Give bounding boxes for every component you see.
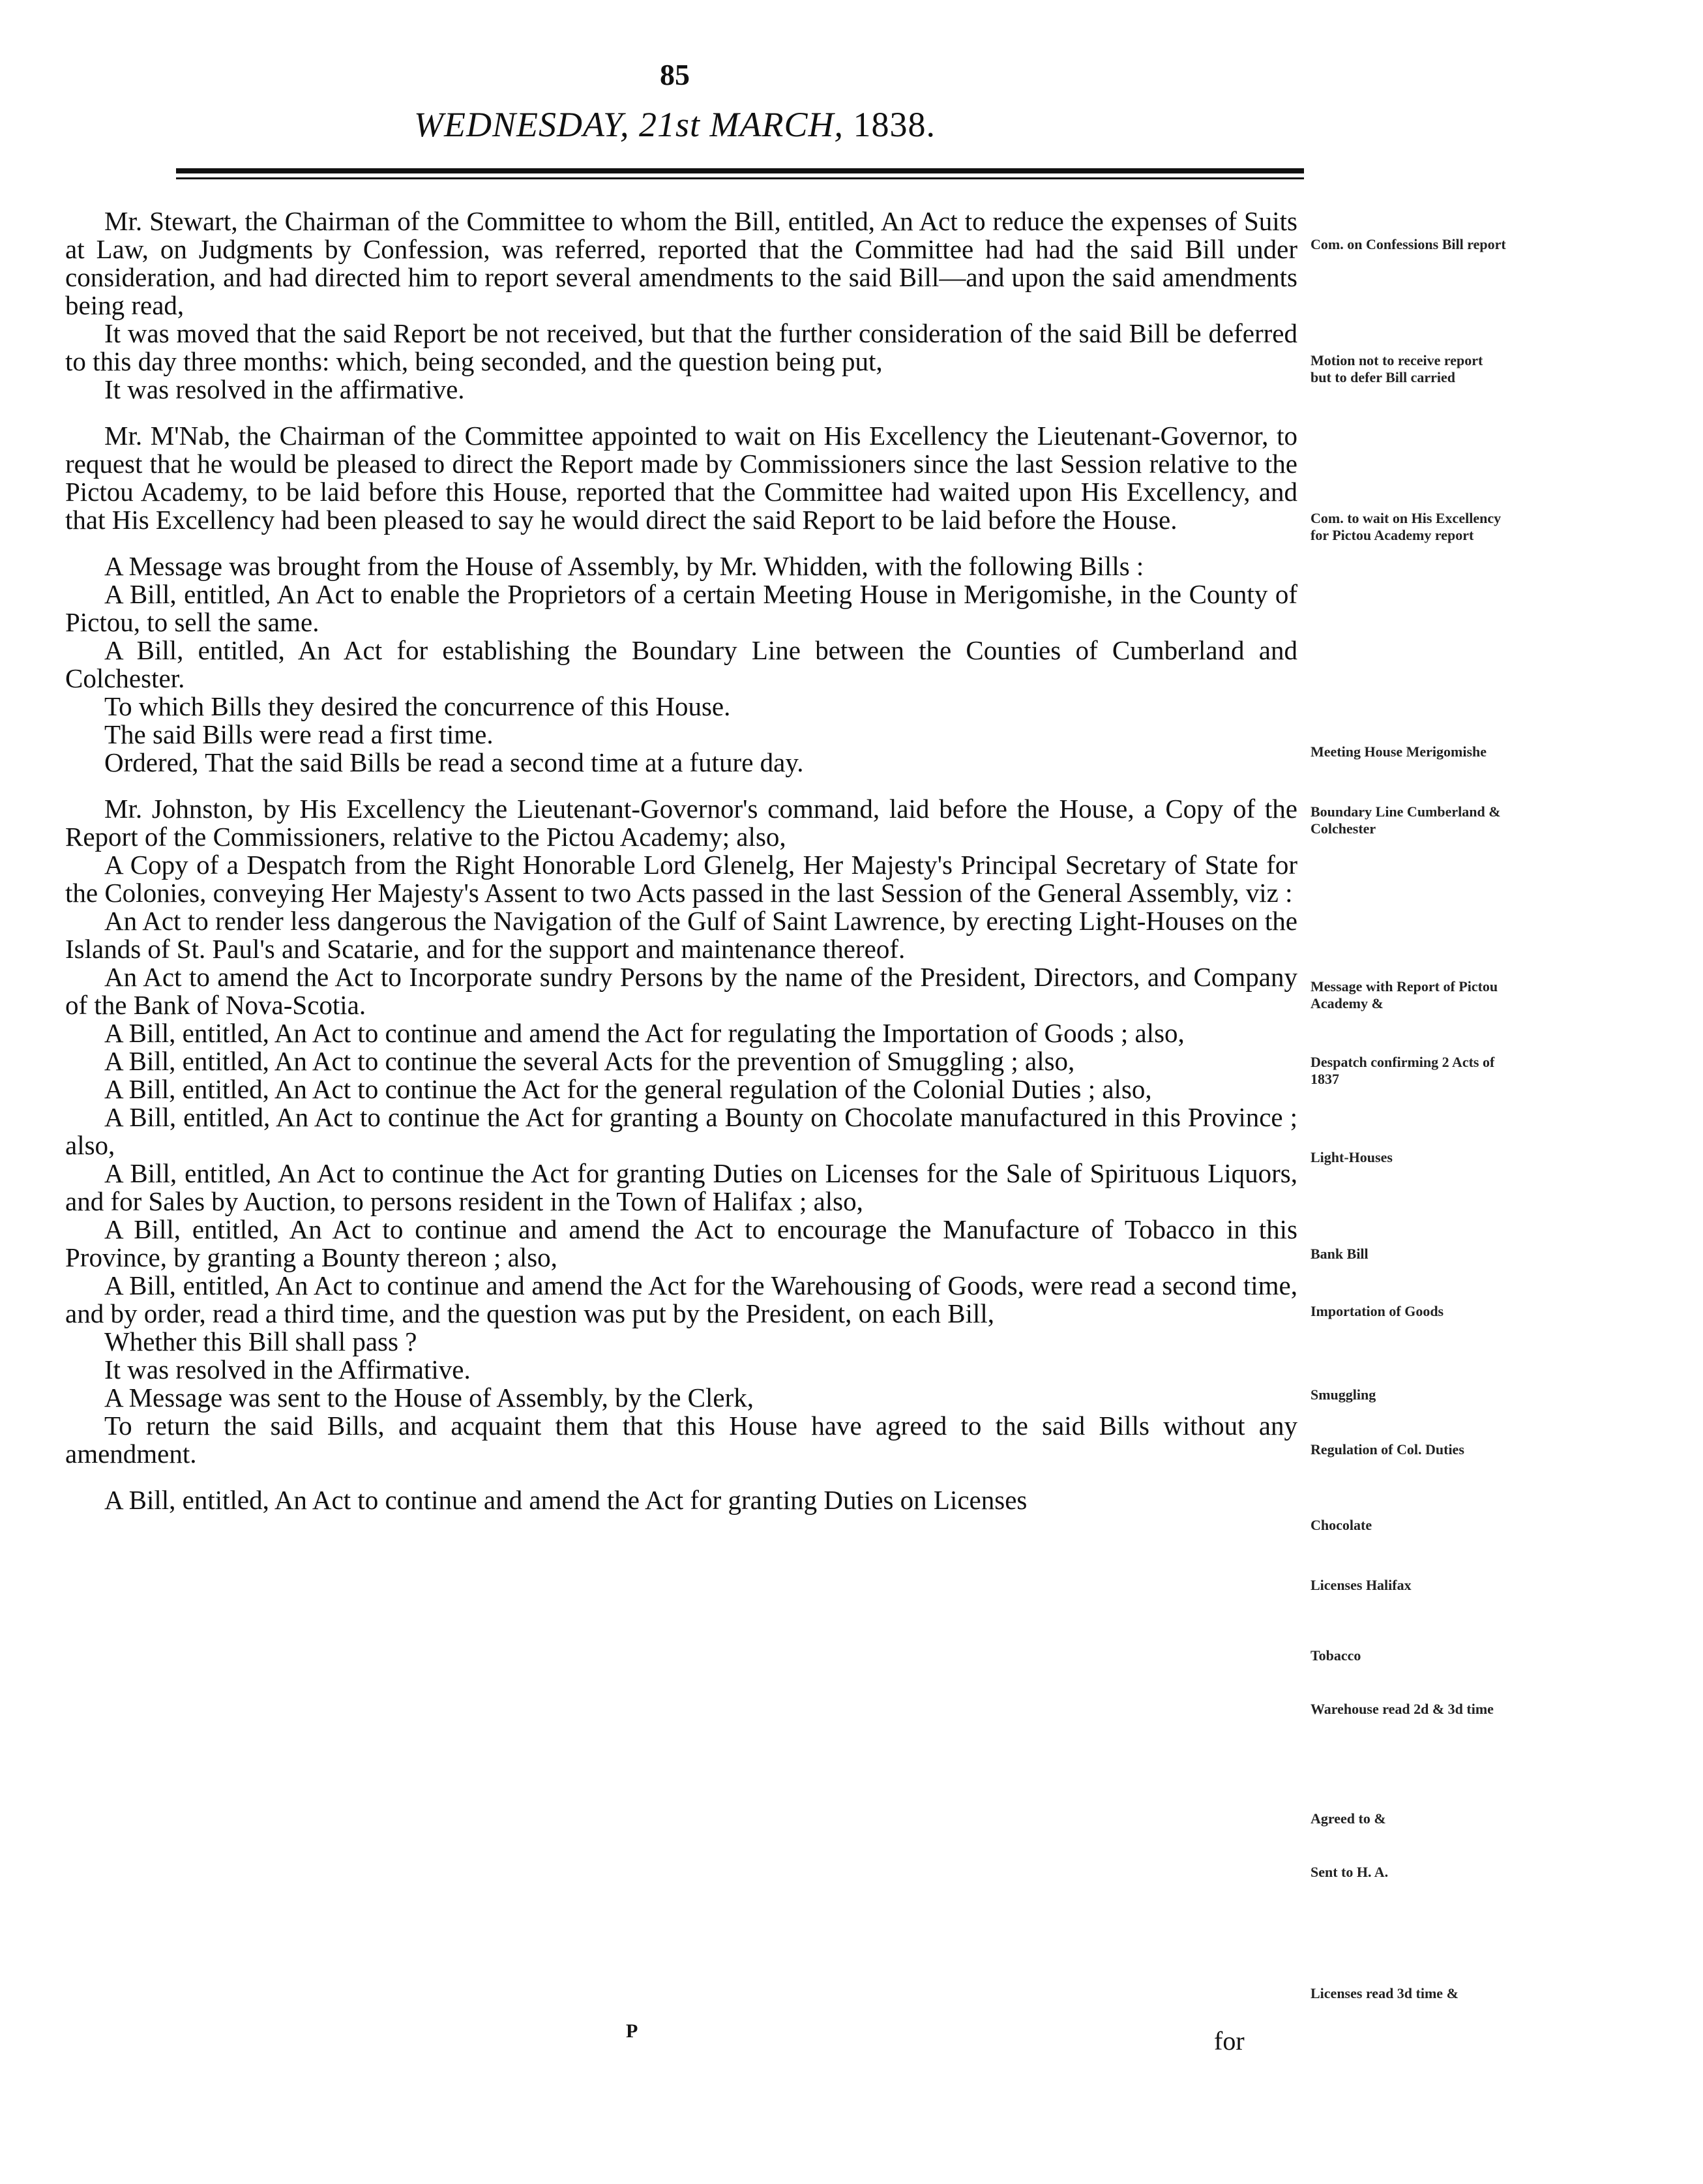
margin-note: Warehouse read 2d & 3d time xyxy=(1311,1701,1494,1717)
paragraph-mnab-report: Mr. M'Nab, the Chairman of the Committee appointed to wait on His Excellency the Lieutenant-Governor, to request that he would be pleased to direct the Report made by Commissioners since the last Session relative to the Pictou Academy, to be laid before this House, reported that the Committee had waited upon His Excellency, and that His Excellency had been pleased to say he would direct the said Report to be laid before the House. xyxy=(65,421,1297,535)
paragraph-question: Whether this Bill shall pass ? xyxy=(104,1326,417,1356)
margin-note: Chocolate xyxy=(1311,1517,1372,1533)
paragraph-message-assembly: A Message was brought from the House of Assembly, by Mr. Whidden, with the following Bills : xyxy=(104,551,1144,581)
margin-note: Motion not to receive report but to defer Bill carried xyxy=(1311,352,1483,385)
margin-note: Sent to H. A. xyxy=(1311,1864,1389,1880)
paragraph-bill-chocolate: A Bill, entitled, An Act to continue the Act for granting a Bounty on Chocolate manufactured in this Province ; also, xyxy=(65,1102,1297,1160)
paragraph-first-reading: The said Bills were read a first time. xyxy=(104,719,494,749)
page-number: 85 xyxy=(660,58,690,91)
paragraph-bill-tobacco: A Bill, entitled, An Act to continue and amend the Act to encourage the Manufacture of Tobacco in this Province, by granting a Bounty thereon ; also, xyxy=(65,1214,1297,1272)
paragraph-bill-boundary: A Bill, entitled, An Act for establishing the Boundary Line between the Counties of Cumberland and Colchester. xyxy=(65,635,1297,693)
margin-note: Meeting House Merigomishe xyxy=(1311,743,1487,760)
page-title xyxy=(0,104,1350,145)
paragraph-resolution: It was resolved in the affirmative. xyxy=(104,374,465,404)
margin-note: Licenses read 3d time & xyxy=(1311,1985,1459,2001)
paragraph-bill-smuggling: A Bill, entitled, An Act to continue the several Acts for the prevention of Smuggling ; also, xyxy=(104,1046,1075,1076)
paragraph-johnston: Mr. Johnston, by His Excellency the Lieutenant-Governor's command, laid before the House, a Copy of the Report of the Commissioners, relative to the Pictou Academy; also, xyxy=(65,794,1297,852)
margin-note: Boundary Line Cumberland & Colchester xyxy=(1311,803,1501,837)
paragraph-act-bank: An Act to amend the Act to Incorporate sundry Persons by the name of the President, Directors, and Company of the Bank of Nova-Scotia. xyxy=(65,962,1297,1020)
margin-note: Bank Bill xyxy=(1311,1246,1369,1262)
paragraph-act-lighthouses: An Act to render less dangerous the Navigation of the Gulf of Saint Lawrence, by erecting Light-Houses on the Islands of St. Paul's and Scatarie, and for the support and maintenance thereof. xyxy=(65,906,1297,964)
margin-note: Com. to wait on His Excellency for Pictou Academy report xyxy=(1311,510,1502,543)
paragraph-message-sent: A Message was sent to the House of Assembly, by the Clerk, xyxy=(104,1383,754,1413)
margin-note: Despatch confirming 2 Acts of 1837 xyxy=(1311,1054,1495,1087)
paragraph-bill-meeting-house: A Bill, entitled, An Act to enable the Proprietors of a certain Meeting House in Merigomishe, in the County of Pictou, to sell the same. xyxy=(65,579,1297,637)
catchword: for xyxy=(1214,2026,1245,2056)
title-year: 1838. xyxy=(853,105,936,144)
header-rule-thin xyxy=(176,177,1304,179)
margin-note: Importation of Goods xyxy=(1311,1303,1444,1319)
title-date: WEDNESDAY, 21st MARCH, xyxy=(413,105,844,144)
margin-note: Agreed to & xyxy=(1311,1810,1386,1827)
margin-note: Light-Houses xyxy=(1311,1149,1393,1165)
margin-note: Message with Report of Pictou Academy & xyxy=(1311,978,1498,1011)
paragraph-bill-licenses: A Bill, entitled, An Act to continue the Act for granting Duties on Licenses for the Sale of Spirituous Liquors, and for Sales by Auction, to persons resident in the Town of Halifax ; also, xyxy=(65,1158,1297,1216)
signature-mark: P xyxy=(626,2020,638,2042)
paragraph-concurrence: To which Bills they desired the concurrence of this House. xyxy=(104,691,731,721)
paragraph-bill-importation: A Bill, entitled, An Act to continue and amend the Act for regulating the Importation of Goods ; also, xyxy=(104,1018,1185,1048)
margin-note: Smuggling xyxy=(1311,1386,1376,1403)
paragraph-return-bills: To return the said Bills, and acquaint them that this House have agreed to the said Bills without any amendment. xyxy=(65,1411,1297,1469)
margin-note: Com. on Confessions Bill report xyxy=(1311,236,1506,252)
paragraph-committee-report: Mr. Stewart, the Chairman of the Committee to whom the Bill, entitled, An Act to reduce the expenses of Suits at Law, on Judgments by Confession, was referred, reported that the Committee had had the said Bill under consideration, and had directed him to report several amendments to the said Bill—and upon the said amendments being read, xyxy=(65,206,1297,320)
paragraph-bill-duties: A Bill, entitled, An Act to continue the Act for the general regulation of the Colonial Duties ; also, xyxy=(104,1074,1152,1104)
paragraph-affirmative: It was resolved in the Affirmative. xyxy=(104,1354,471,1384)
paragraph-despatch: A Copy of a Despatch from the Right Honorable Lord Glenelg, Her Majesty's Principal Secretary of State for the Colonies, conveying Her Majesty's Assent to two Acts passed in the last Session of the General Assembly, viz : xyxy=(65,850,1297,908)
margin-note: Regulation of Col. Duties xyxy=(1311,1441,1464,1458)
margin-note: Licenses Halifax xyxy=(1311,1577,1412,1593)
paragraph-ordered: Ordered, That the said Bills be read a second time at a future day. xyxy=(104,747,804,777)
paragraph-motion: It was moved that the said Report be not received, but that the further consideration of the said Bill be deferred to this day three months: which, being seconded, and the question being put, xyxy=(65,318,1297,376)
margin-note: Tobacco xyxy=(1311,1647,1361,1664)
paragraph-bill-warehousing: A Bill, entitled, An Act to continue and amend the Act for the Warehousing of Goods, were read a second time, and by order, read a third time, and the question was put by the President, on each Bill, xyxy=(65,1270,1297,1328)
header-rule-thick xyxy=(176,168,1304,173)
journal-body xyxy=(65,207,1297,1514)
paragraph-bill-licenses-final: A Bill, entitled, An Act to continue and amend the Act for granting Duties on Licenses xyxy=(104,1485,1028,1515)
